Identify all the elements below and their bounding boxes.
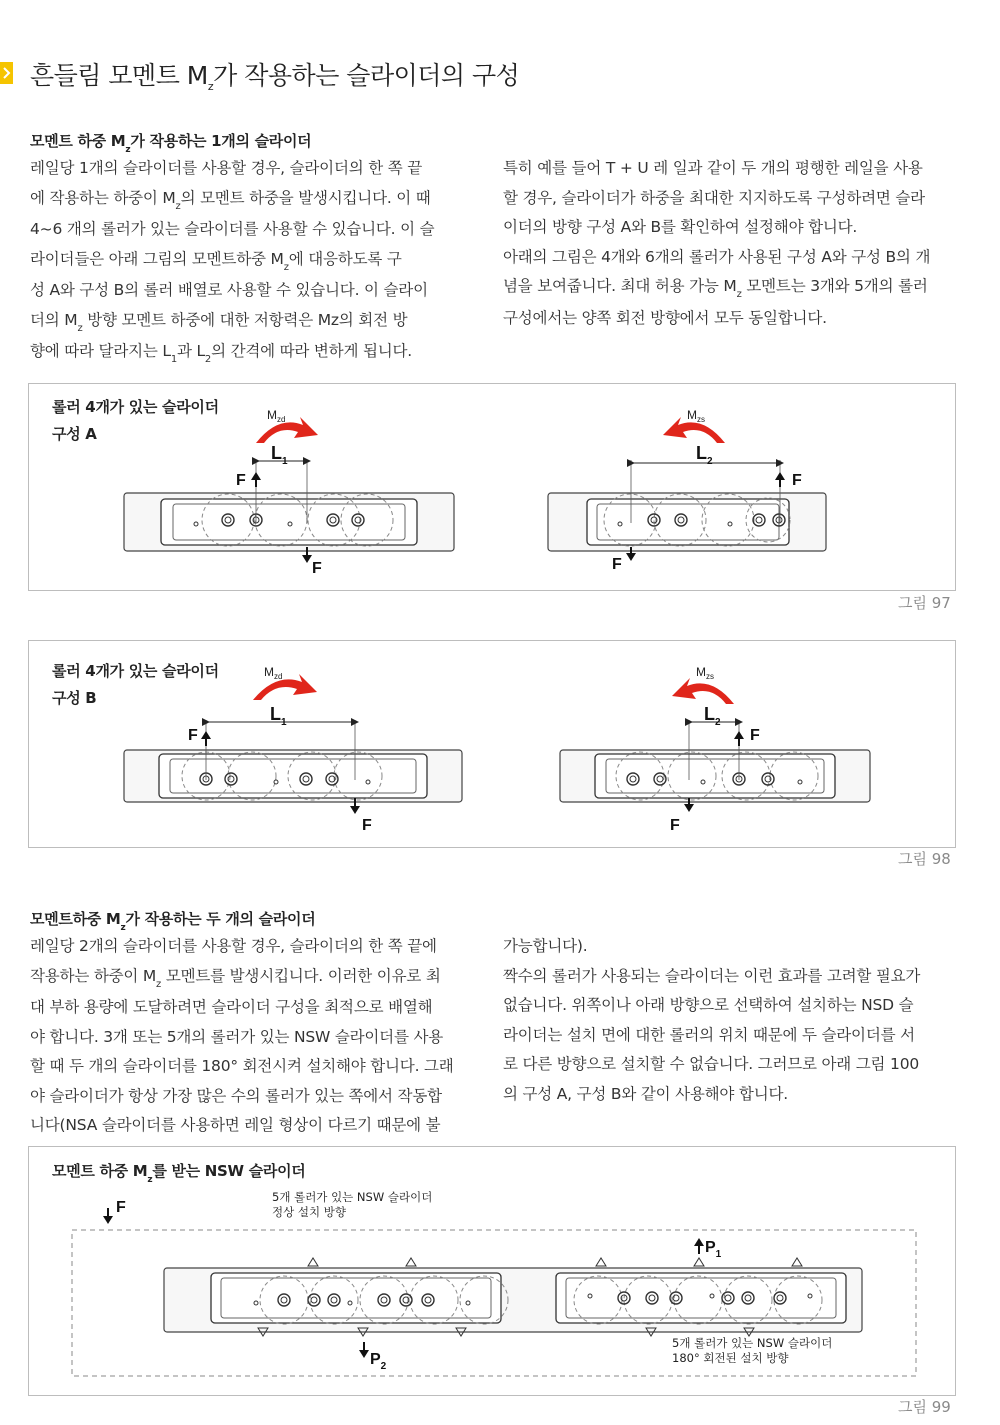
figure-98-diagram	[28, 640, 956, 848]
distance-label-left: $L_1$	[271, 443, 288, 467]
force-label: F	[670, 817, 680, 834]
page-title: 흔들림 모멘트 $M_z$가 작용하는 슬라이더의 구성	[30, 61, 520, 93]
figure-97-label: 롤러 4개가 있는 슬라이더 구성 A	[52, 398, 219, 443]
distance-label-right: $L_2$	[696, 443, 713, 467]
force-label: F	[792, 472, 802, 489]
figure-99-caption: 그림 99	[898, 1398, 951, 1416]
moment-arrow-left	[256, 417, 318, 443]
p2-arrow-down	[359, 1342, 369, 1358]
figure-98-label: 롤러 4개가 있는 슬라이더 구성 B	[52, 662, 219, 707]
force-arrow-right-up	[775, 472, 785, 487]
moment-arrow-left	[253, 674, 317, 700]
force-label: F	[312, 560, 322, 577]
figure-99-diagram	[28, 1146, 956, 1396]
force-label: F	[236, 472, 246, 489]
force-label: F	[750, 727, 760, 744]
note-rotated-orientation: 5개 롤러가 있는 NSW 슬라이더 180° 회전된 설치 방향	[672, 1336, 833, 1365]
force-arrow-right-up	[734, 731, 744, 746]
figure-97-diagram	[28, 383, 956, 591]
force-label: F	[116, 1199, 126, 1216]
moment-label-left: $M_{zd}$	[267, 408, 286, 424]
force-label: F	[362, 817, 372, 834]
distance-label-right: $L_2$	[704, 704, 721, 728]
section2-right-text: 가능합니다). 짝수의 롤러가 사용되는 슬라이더는 이런 효과를 고려할 필요가 없습니다. 위쪽이나 아래 방향으로 선택하여 설치하는 NSD 슬 라이더는 설치 면에 대한 롤러의 위치 때문에 두 슬라이더를 서 로 다른 방향으로 설치할 수 없습니다. 그러므로 아래 그림 100 의 구성 A, 구성 B와 같이 사용해야 합니다.	[503, 937, 921, 1103]
section1-heading: 모멘트 하중 $M_z$가 작용하는 1개의 슬라이더	[30, 132, 312, 155]
p1-label: $P_1$	[705, 1239, 722, 1260]
section2-left-text: 레일당 2개의 슬라이더를 사용할 경우, 슬라이더의 한 쪽 끝에 작용하는 하중이 $M_z$ 모멘트를 발생시킵니다. 이러한 이유로 최 대 부하 용량에 도달하려면 슬라이더 구성을 최적으로 배열해 야 합니다. 3개 또는 5개의 롤러가 있는 NSW 슬라이더를 사용 할 때 두 개의 슬라이더를 180° 회전시켜 설치해야 합니다. 그래 야 슬라이더가 항상 가장 많은 수의 롤러가 있는 쪽에서 작동합 니다(NSA 슬라이더를 사용하면 레일 형상이 다르기 때문에 불	[30, 937, 454, 1134]
force-label: F	[188, 727, 198, 744]
slider-right	[560, 720, 870, 802]
section1-right-text: 특히 예를 들어 T + U 레 일과 같이 두 개의 평행한 레일을 사용 할 경우, 슬라이더가 하중을 최대한 지지하도록 구성하려면 슬라 이더의 방향 구성 A와 B를 확인하여 설정해야 합니다. 아래의 그림은 4개와 6개의 롤러가 사용된 구성 A와 구성 B의 개 념을 보여줍니다. 최대 허용 가능 $M_z$ 모멘트는 3개와 5개의 롤러 구성에서는 양쪽 회전 방향에서 모두 동일합니다.	[503, 159, 931, 327]
section1-left-text: 레일당 1개의 슬라이더를 사용할 경우, 슬라이더의 한 쪽 끝 에 작용하는 하중이 $M_z$의 모멘트 하중을 발생시킵니다. 이 때 4~6 개의 롤러가 있는 슬라이더를 사용할 수 있습니다. 이 슬 라이더들은 아래 그림의 모멘트하중 $M_z$에 대응하도록 구 성 A와 구성 B의 롤러 배열로 사용할 수 있습니다. 이 슬라이 더의 $M_z$ 방향 모멘트 하중에 대한 저항력은 Mz의 회전 방 향에 따라 달라지는 $L_1$과 $L_2$의 간격에 따라 변하게 됩니다.	[30, 159, 435, 365]
figure-98-caption: 그림 98	[898, 850, 951, 868]
p1-arrow-up	[694, 1238, 704, 1254]
note-normal-orientation: 5개 롤러가 있는 NSW 슬라이더 정상 설치 방향	[272, 1190, 433, 1219]
p2-label: $P_2$	[370, 1351, 387, 1372]
section-marker	[0, 62, 13, 84]
chevron-right-icon	[2, 67, 11, 79]
moment-label-right: $M_{zs}$	[687, 408, 705, 424]
moment-arrow-right	[672, 678, 734, 704]
force-arrow-left-up	[201, 731, 211, 746]
force-arrow-down	[103, 1208, 113, 1224]
moment-label-left: $M_{zd}$	[264, 665, 283, 681]
section2-heading: 모멘트하중 $M_z$가 작용하는 두 개의 슬라이더	[30, 910, 316, 933]
moment-label-right: $M_{zs}$	[696, 665, 714, 681]
figure-97-caption: 그림 97	[898, 594, 951, 612]
figure-99-label: 모멘트 하중 $M_z$를 받는 NSW 슬라이더	[52, 1162, 306, 1185]
force-label: F	[612, 556, 622, 573]
slider-right	[556, 1273, 846, 1324]
slider-left	[124, 461, 454, 551]
slider-right	[548, 460, 826, 551]
distance-label-left: $L_1$	[270, 704, 287, 728]
slider-left	[124, 720, 462, 802]
force-arrow-left-up	[251, 472, 261, 487]
slider-left	[211, 1273, 508, 1324]
